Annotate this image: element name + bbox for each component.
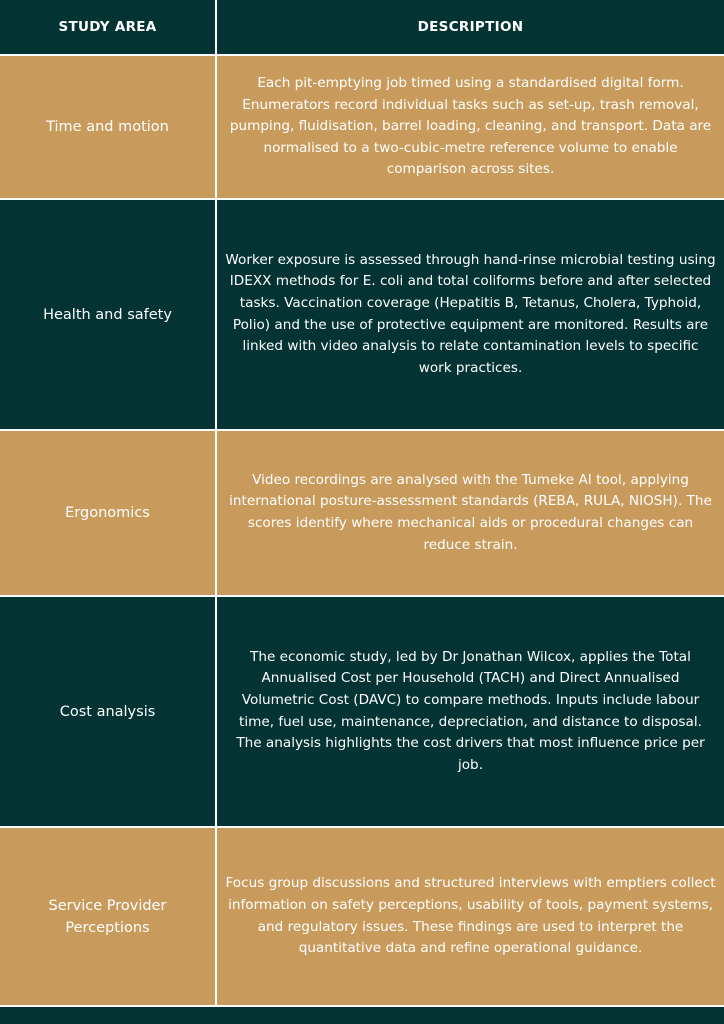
study-area-cell: Service Provider Perceptions: [0, 828, 215, 1005]
description-cell: The economic study, led by Dr Jonathan Wilcox, applies the Total Annualised Cost per Household (TACH) and Direct Annualised Volumetric Cost (DAVC) to compare methods. Inputs include labour time, fuel use, maintenance, depreciation, and distance to disposal. The analysis highlights the cost drivers that most influence price per job.: [217, 597, 724, 826]
table-row: [0, 200, 724, 429]
study-area-cell: Health and safety: [0, 200, 215, 429]
header-study-area: STUDY AREA: [0, 0, 215, 54]
description-cell: Video recordings are analysed with the Tumeke AI tool, applying international posture-assessment standards (REBA, RULA, NIOSH). The scores identify where mechanical aids or procedural changes can reduce strain.: [217, 431, 724, 595]
table-row: [0, 431, 724, 595]
description-cell: Worker exposure is assessed through hand-rinse microbial testing using IDEXX methods for E. coli and total coliforms before and after selected tasks. Vaccination coverage (Hepatitis B, Tetanus, Cholera, Typhoid, Polio) and the use of protective equipment are monitored. Results are linked with video analysis to relate contamination levels to specific work practices.: [217, 200, 724, 429]
footer-bar: [0, 1007, 724, 1024]
study-area-cell: Ergonomics: [0, 431, 215, 595]
description-cell: Focus group discussions and structured interviews with emptiers collect information on safety perceptions, usability of tools, payment systems, and regulatory issues. These findings are used to interpret the quantitative data and refine operational guidance.: [217, 828, 724, 1005]
study-area-cell: Cost analysis: [0, 597, 215, 826]
table-header-row: [0, 0, 724, 54]
table-row: [0, 56, 724, 198]
study-area-cell: Time and motion: [0, 56, 215, 198]
table-row: [0, 828, 724, 1005]
header-description: DESCRIPTION: [217, 0, 724, 54]
table-row: [0, 597, 724, 826]
description-cell: Each pit-emptying job timed using a standardised digital form. Enumerators record individual tasks such as set-up, trash removal, pumping, fluidisation, barrel loading, cleaning, and transport. Data are normalised to a two-cubic-metre reference volume to enable comparison across sites.: [217, 56, 724, 198]
